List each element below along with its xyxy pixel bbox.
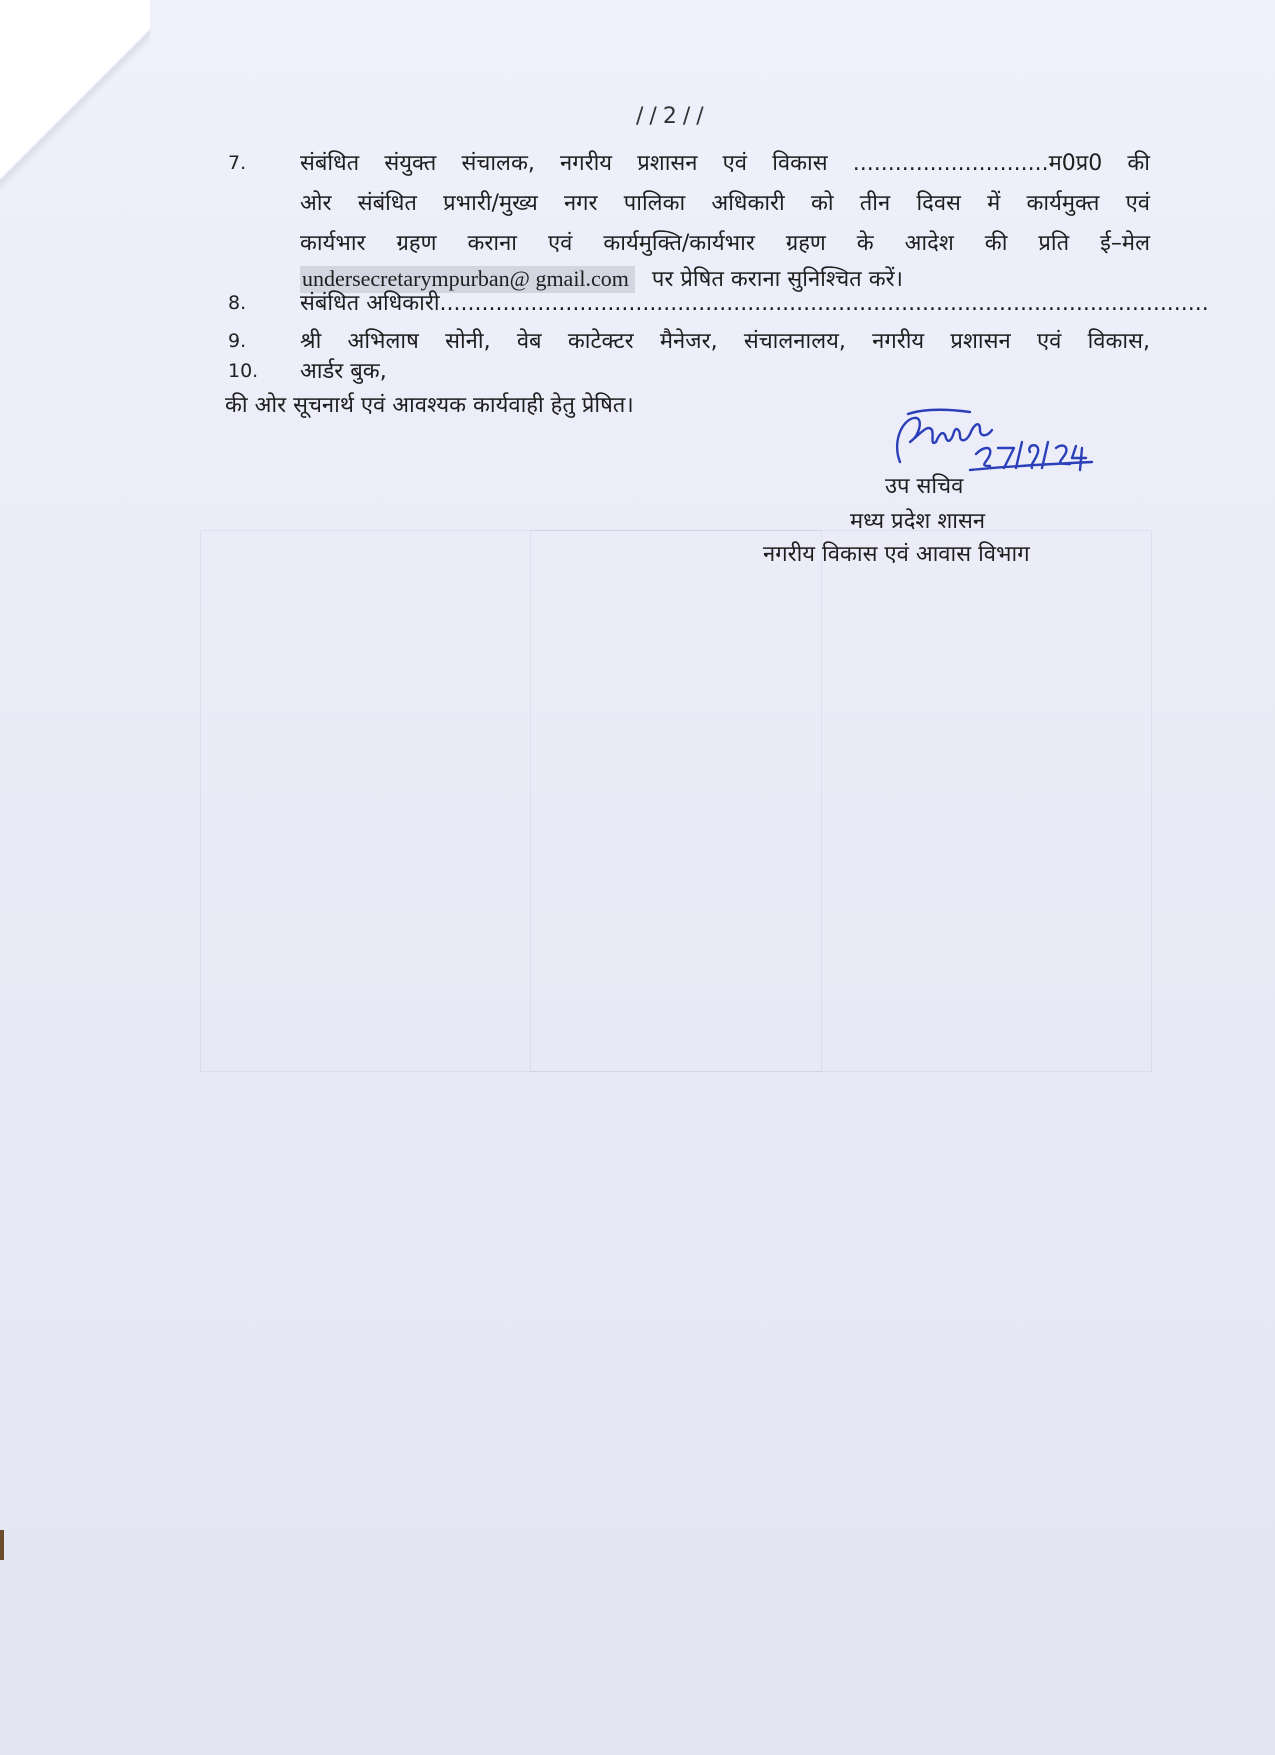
folded-corner [0,0,150,220]
item-8-number: 8. [228,292,247,314]
item-7-line-3: कार्यभार ग्रहण कराना एवं कार्यमुक्ति/कार्यभार ग्रहण के आदेश की प्रति ई–मेल [300,231,1150,256]
item-10-number: 10. [228,360,259,382]
signatory-designation: उप सचिव [885,474,964,499]
bleed-through-column [530,530,822,1072]
item-9-text: श्री अभिलाष सोनी, वेब काटेक्टर मैनेजर, संचालनालय, नगरीय प्रशासन एवं विकास, [300,329,1150,354]
item-7-line-2: ओर संबंधित प्रभारी/मुख्य नगर पालिका अधिकारी को तीन दिवस में कार्यमुक्त एवं [300,191,1150,216]
item-10-text: आर्डर बुक, [300,359,387,384]
page-marker: //2// [636,104,710,129]
email-address: undersecretarympurban@ gmail.com [300,266,635,293]
signatory-department: नगरीय विकास एवं आवास विभाग [763,542,1030,567]
signatory-government: मध्य प्रदेश शासन [850,509,986,534]
item-9-number: 9. [228,330,247,352]
item-7-number: 7. [228,152,247,174]
item-8-text: संबंधित अधिकारी.............................................................................................................. [300,291,1209,316]
item-7-line-1: संबंधित संयुक्त संचालक, नगरीय प्रशासन एवं विकास ............................म0प्र0 की [300,151,1150,176]
closing-line: की ओर सूचनार्थ एवं आवश्यक कार्यवाही हेतु प्रेषित। [225,393,634,418]
binding-mark [0,1530,4,1560]
item-7-line-4-suffix: पर प्रेषित कराना सुनिश्चित करें। [651,267,903,292]
